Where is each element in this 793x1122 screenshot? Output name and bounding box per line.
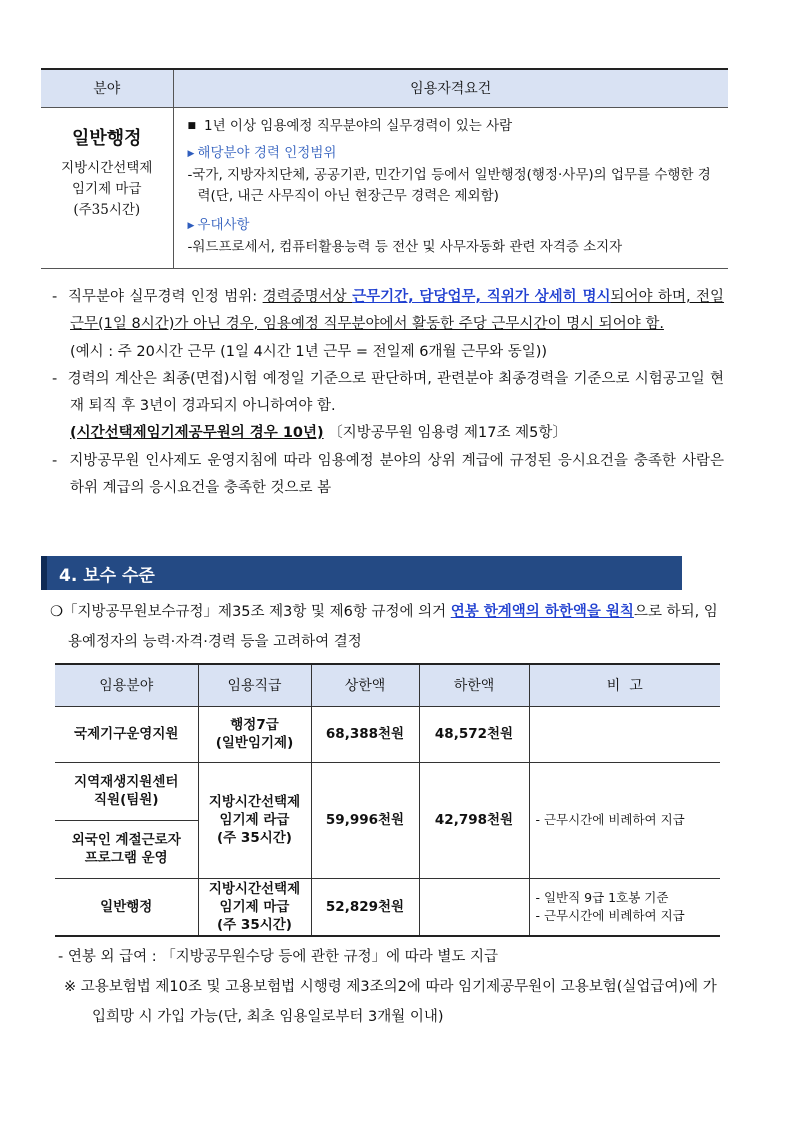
field-sub-1: 지방시간선택제 [61,159,153,176]
table-row [55,706,720,762]
row2-min: 42,798천원 [419,762,529,878]
row2-grade: 지방시간선택제 임기제 라급 (주 35시간) [198,762,311,878]
row4-min [419,878,529,936]
preference-text: -워드프로세서, 컴퓨터활용능력 등 전산 및 사무자동화 관련 자격증 소지자 [187,238,623,255]
section-header-pay [41,556,682,590]
pay-table [55,663,720,937]
pay-header-field: 임용분야 [55,664,198,706]
extra-pay-note: - 연봉 외 급여 : 「지방공무원수당 등에 관한 규정」에 따라 별도 지급 [58,949,498,965]
section-title: 4. 보수 수준 [59,565,155,586]
row2-field: 지역재생지원센터 직원(팀원) [55,762,198,820]
notes [52,284,724,503]
field-cell [41,107,173,268]
note-career-calc: - 경력의 계산은 최종(면접)시험 예정일 기준으로 판단하며, 관련분야 최종경력을 기준으로 시험공고일 현재 퇴직 후 3년이 경과되지 아니하여야 함. (시간선택제임기제공무원의 경우 10년) 〔지방공무원 임용령 제17조 제5항〕 [52,371,724,441]
field-title: 일반행정 [71,127,142,149]
field-sub-2: 임기제 마급 [72,180,142,197]
requirements-cell [173,107,728,268]
row1-note [529,706,720,762]
footer-notes [58,942,728,1032]
note-career-scope: - 직무분야 실무경력 인정 범위: 경력증명서상 근무기간, 담당업무, 직위가 상세히 명시되어야 하며, 전일근무(1일 8시간)가 아닌 경우, 임용예정 직무분야에서 활동한 주당 근무시간이 명시 되어야 함. [52,289,725,332]
note-guideline: - 지방공무원 인사제도 운영지침에 따라 임용예정 분야의 상위 계급에 규정된 응시요건을 충족한 사람은 하위 계급의 응시요건을 충족한 것으로 봄 [52,453,724,496]
row1-grade: 행정7급 (일반임기제) [198,706,311,762]
square-bullet-icon: ■ [187,120,197,131]
preference-heading: ▶ 우대사항 [187,216,250,233]
row4-grade: 지방시간선택제 임기제 마급 (주 35시간) [198,878,311,936]
table-row [55,878,720,936]
row4-field: 일반행정 [55,878,198,936]
note-example: (예시 : 주 20시간 근무 (1일 4시간 1년 근무 = 전일제 6개월 근무와 동일)) [70,344,548,360]
row2-max: 59,996천원 [311,762,419,878]
table-row [55,762,720,820]
row4-max: 52,829천원 [311,878,419,936]
field-sub-3: (주35시간) [73,201,141,218]
circle-bullet-icon: ❍ [50,604,63,620]
header-requirements: 임용자격요건 [173,69,728,107]
career-scope-heading: ▶ 해당분야 경력 인정범위 [187,144,337,161]
qualification-table [41,68,728,269]
row1-min: 48,572천원 [419,706,529,762]
row1-max: 68,388천원 [311,706,419,762]
triangle-bullet-icon: ▶ [187,220,195,231]
row3-field: 외국인 계절근로자 프로그램 운영 [55,820,198,878]
pay-header-max: 상한액 [311,664,419,706]
pay-principle: ❍「지방공무원보수규정」제35조 제3항 및 제6항 규정에 의거 연봉 한계액의 하한액을 원칙으로 하되, 임용예정자의 능력·자격·경력 등을 고려하여 결정 [50,604,718,650]
insurance-note: ※ 고용보험법 제10조 및 고용보험법 시행령 제3조의2에 따라 임기제공무원이 고용보험(실업급여)에 가입희망 시 가입 가능(단, 최초 임용일로부터 3개월 이내) [64,979,717,1025]
career-scope-text: -국가, 지방자치단체, 공공기관, 민간기업 등에서 일반행정(행정·사무)의 업무를 수행한 경력(단, 내근 사무직이 아닌 현장근무 경력은 제외함) [187,166,711,204]
row4-note: - 일반직 9급 1호봉 기준 - 근무시간에 비례하여 지급 [529,878,720,936]
pay-header-note: 비 고 [529,664,720,706]
triangle-bullet-icon: ▶ [187,148,195,159]
pay-header-grade: 임용직급 [198,664,311,706]
header-field: 분야 [41,69,173,107]
requirement-main: ■ 1년 이상 임용예정 직무분야의 실무경력이 있는 사람 [187,117,513,134]
pay-header-min: 하한액 [419,664,529,706]
row2-note: - 근무시간에 비례하여 지급 [529,762,720,878]
row1-field: 국제기구운영지원 [55,706,198,762]
